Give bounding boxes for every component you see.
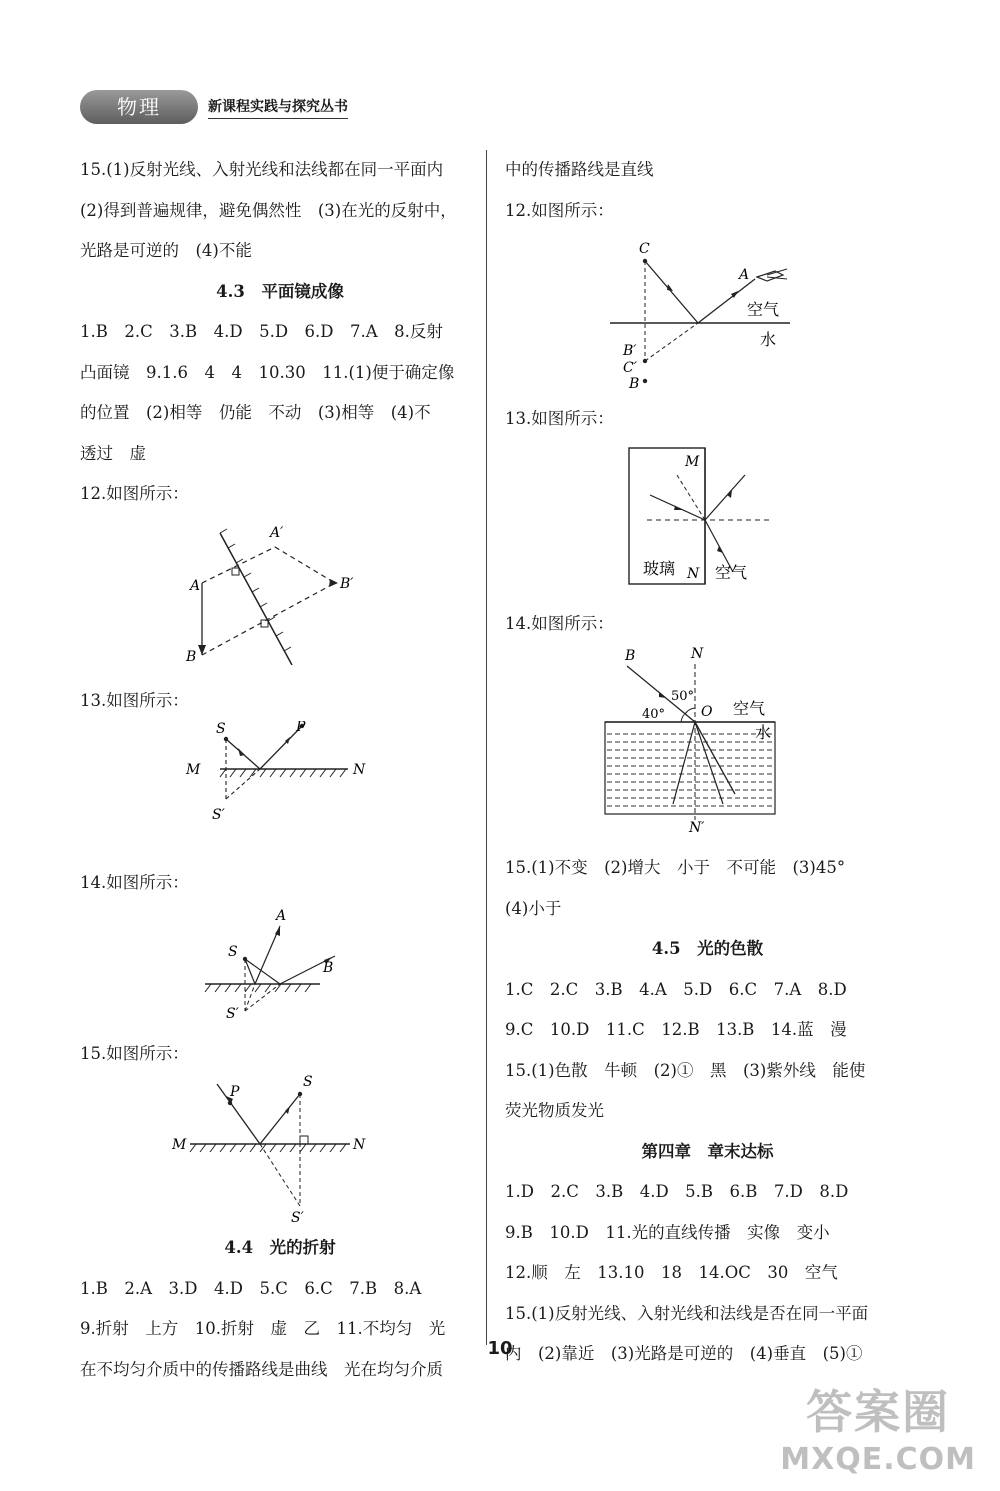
answer-line: 中的传播路线是直线 (505, 160, 654, 179)
label-b: B (186, 648, 197, 665)
left-column (80, 150, 480, 1390)
question-label: 14.如图所示： (505, 613, 614, 633)
label-n: N (353, 1137, 366, 1153)
answer-line: 内 (2)靠近 (3)光路是可逆的 (4)垂直 (5)① (505, 1344, 863, 1363)
answer-line: 透过 虚 (80, 443, 146, 463)
watermark-url: MXQE.COM (780, 1442, 976, 1477)
answer-line: 荧光物质发光 (505, 1101, 604, 1120)
label-n: N (691, 646, 704, 662)
label-a: A (190, 577, 201, 594)
figure-mirror-sp (80, 721, 480, 851)
label-a: A (739, 267, 750, 283)
label-s: S (303, 1074, 313, 1090)
column-divider (486, 150, 487, 1345)
label-40deg: 40° (642, 707, 666, 722)
answer-line: 在不均匀介质中的传播路线是曲线 光在均匀介质 (80, 1359, 443, 1379)
label-s: S (216, 721, 226, 737)
series-title: 新课程实践与探究丛书 (208, 96, 348, 119)
question-label: 15.如图所示： (80, 1043, 189, 1063)
answer-line: 15.(1)反射光线、入射光线和法线是否在同一平面 (505, 1303, 869, 1323)
label-a: A (276, 907, 287, 924)
answer-line: 15.(1)不变 (2)增大 小于 不可能 (3)45° (505, 858, 846, 877)
figure-mirror-s-ab (80, 904, 480, 1024)
section-heading-4-3: 4.3 平面镜成像 (216, 281, 344, 301)
label-s-prime: S′ (212, 807, 225, 823)
question-label: 12.如图所示： (505, 200, 614, 220)
label-m: M (172, 1137, 187, 1153)
label-m: M (186, 762, 201, 778)
label-a-prime: A′ (270, 524, 284, 541)
answer-line: 15.(1)反射光线、入射光线和法线都在同一平面内 (80, 160, 444, 179)
answer-line: 光路是可逆的 (4)不能 (80, 241, 252, 260)
label-b-prime: B′ (623, 343, 637, 359)
figure-mirror-ab (80, 515, 480, 665)
right-column (505, 150, 910, 1375)
watermark (780, 1376, 976, 1477)
question-label: 14.如图所示： (80, 873, 189, 892)
answer-line: (2)得到普遍规律，避免偶然性 (3)在光的反射中， (80, 200, 457, 220)
label-m: M (685, 453, 700, 470)
watermark-logo: 答案圈 (806, 1385, 951, 1439)
answer-line: 1.B 2.A 3.D 4.D 5.C 6.C 7.B 8.A (80, 1278, 422, 1298)
figure-glass-refraction (505, 440, 910, 590)
label-s-prime: S′ (291, 1210, 304, 1224)
section-heading-4-4: 4.4 光的折射 (224, 1238, 336, 1257)
answer-line: 凸面镜 9.1.6 4 4 10.30 11.(1)便于确定像 (80, 362, 455, 382)
figure-water-reflection (505, 231, 910, 391)
label-glass: 玻璃 (643, 558, 676, 578)
label-s: S (228, 943, 238, 960)
page-number: 10 (487, 1338, 513, 1359)
answer-line: 1.D 2.C 3.B 4.D 5.B 6.B 7.D 8.D (505, 1182, 849, 1201)
answer-line: 9.B 10.D 11.光的直线传播 实像 变小 (505, 1222, 830, 1242)
question-label: 13.如图所示： (80, 690, 189, 710)
label-b: B (629, 376, 640, 391)
label-n-prime: N′ (689, 820, 705, 834)
label-b-prime: B′ (340, 575, 354, 592)
label-p: P (230, 1084, 240, 1100)
figure-mirror-ps (80, 1074, 480, 1224)
question-label: 13.如图所示： (505, 409, 614, 428)
answer-line: 9.折射 上方 10.折射 虚 乙 11.不均匀 光 (80, 1319, 446, 1338)
subject-badge: 物理 (80, 90, 198, 124)
answer-line: 1.C 2.C 3.B 4.A 5.D 6.C 7.A 8.D (505, 979, 847, 999)
label-n: N (687, 565, 700, 582)
answer-line: 12.顺 左 13.10 18 14.OC 30 空气 (505, 1263, 838, 1282)
label-c-prime: C′ (623, 360, 637, 376)
label-50deg: 50° (671, 689, 695, 704)
label-water: 水 (760, 330, 777, 349)
section-heading-4-5: 4.5 光的色散 (651, 939, 764, 958)
label-air: 空气 (715, 562, 748, 582)
label-c: C (639, 241, 650, 257)
label-p: P (296, 721, 306, 735)
label-n: N (353, 762, 366, 778)
answer-line: (4)小于 (505, 898, 562, 918)
answer-line: 1.B 2.C 3.B 4.D 5.D 6.D 7.A 8.反射 (80, 322, 443, 341)
answer-line: 的位置 (2)相等 仍能 不动 (3)相等 (4)不 (80, 403, 431, 422)
label-b: B (323, 959, 334, 976)
label-b: B (625, 648, 636, 664)
label-o: O (701, 704, 713, 720)
answer-line: 15.(1)色散 牛顿 (2)① 黑 (3)紫外线 能使 (505, 1060, 866, 1080)
section-heading-chapter-end: 第四章 章末达标 (641, 1141, 774, 1161)
label-water: 水 (755, 723, 772, 742)
figure-water-refraction-angles (505, 644, 910, 834)
label-air: 空气 (747, 300, 780, 319)
label-s-prime: S′ (226, 1005, 239, 1022)
answer-line: 9.C 10.D 11.C 12.B 13.B 14.蓝 漫 (505, 1020, 847, 1039)
label-air: 空气 (733, 699, 766, 718)
question-label: 12.如图所示： (80, 484, 189, 503)
